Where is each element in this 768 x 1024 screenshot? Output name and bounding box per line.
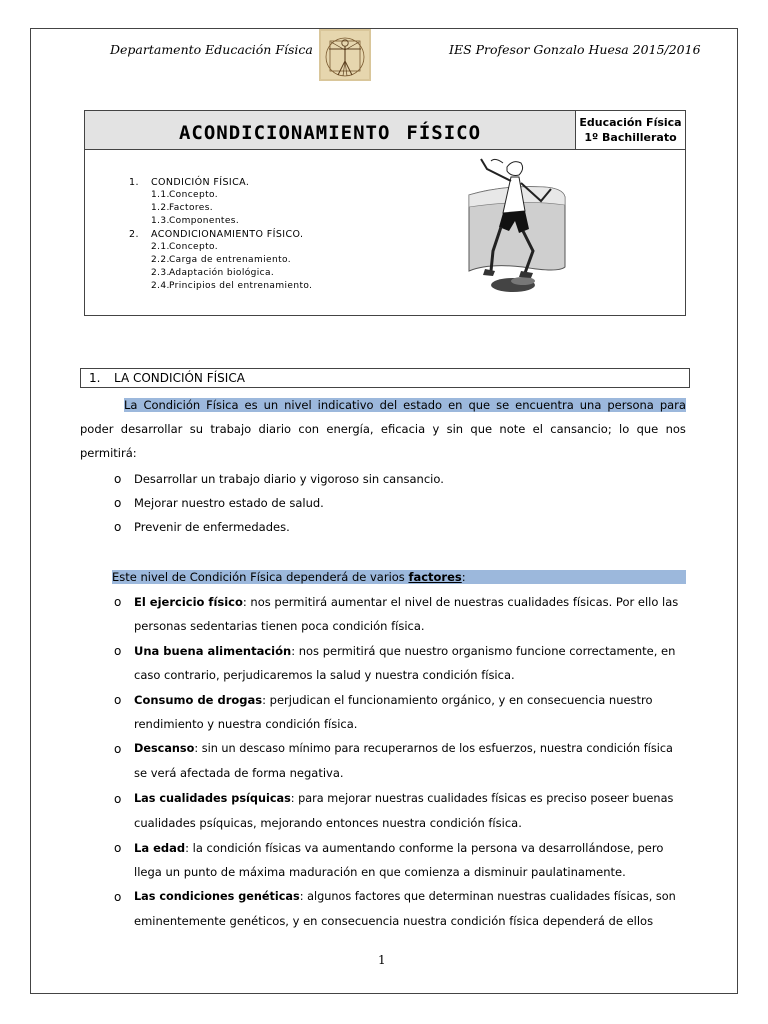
bullet-marker: o — [114, 595, 122, 609]
factor-text-continued: caso contrario, perjudicaremos la salud y nuestra condición física. — [134, 668, 515, 682]
factor-item — [134, 644, 682, 658]
bullet-marker: o — [114, 496, 122, 510]
factor-term: El ejercicio físico — [134, 595, 243, 609]
factor-text: : la condición físicas va aumentando conforme la persona va desarrollándose, pero — [185, 841, 664, 855]
factor-text: : sin un descaso mínimo para recuperarnos de los esfuerzos, nuestra condición física — [194, 742, 673, 755]
factor-text-continued: llega un punto de máxima maduración en que comienza a disminuir paulatinamente. — [134, 865, 626, 879]
section-title: LA CONDICIÓN FÍSICA — [114, 371, 245, 385]
word: persona — [607, 398, 654, 412]
factor-text: : algunos factores que determinan nuestras cualidades físicas, son — [299, 890, 676, 903]
word: lo — [619, 422, 630, 436]
benefit-item: Prevenir de enfermedades. — [134, 520, 290, 534]
word: note — [499, 422, 526, 436]
word: es — [244, 398, 258, 412]
factor-term: Las cualidades psíquicas — [134, 792, 291, 805]
word: indicativo — [317, 398, 374, 412]
document-title — [85, 111, 575, 149]
factor-text: : perjudican el funcionamiento orgánico, y en consecuencia nuestro — [262, 693, 653, 707]
intro-line-3: permitirá: — [80, 446, 137, 460]
word: Condición — [143, 398, 201, 412]
word: que — [636, 422, 659, 436]
word: cansancio; — [550, 422, 612, 436]
page-number: 1 — [378, 953, 386, 967]
word: La — [124, 398, 138, 412]
word: eficacia — [380, 422, 426, 436]
factor-item — [134, 693, 682, 707]
subject-line-2: 1º Bachillerato — [584, 131, 677, 144]
title-word-2: FÍSICO — [406, 122, 482, 144]
word: desarrollar — [120, 422, 183, 436]
bullet-marker: o — [114, 841, 122, 855]
word: en — [448, 398, 463, 412]
factor-text: : nos permitirá aumentar el nivel de nuestras cualidades físicas. Por ello las — [242, 595, 679, 609]
woman-exercising-illustration — [463, 155, 573, 300]
factor-item — [134, 742, 682, 755]
factor-item — [134, 841, 682, 855]
word: un — [263, 398, 279, 412]
bullet-marker: o — [114, 644, 122, 658]
word: y — [432, 422, 440, 436]
factor-term: Las condiciones genéticas — [134, 890, 300, 903]
intro-line-1 — [124, 398, 686, 412]
benefit-item: Mejorar nuestro estado de salud. — [134, 496, 324, 510]
section-number: 1. — [89, 371, 101, 385]
bullet-marker: o — [114, 890, 122, 904]
factor-text-continued: se verá afectada de forma negativa. — [134, 766, 344, 780]
factor-item — [134, 595, 682, 609]
word: trabajo — [210, 422, 252, 436]
title-word-1: ACONDICIONAMIENTO — [178, 122, 391, 144]
intro-line-2 — [80, 422, 686, 436]
word: poder — [80, 422, 114, 436]
word: que — [468, 398, 491, 412]
header-school: IES Profesor Gonzalo Huesa 2015/2016 — [449, 42, 701, 57]
word: energía, — [326, 422, 374, 436]
word: con — [298, 422, 320, 436]
factor-text: : nos permitirá que nuestro organismo funcione correctamente, en — [291, 644, 676, 658]
factor-text-continued: personas sedentarias tienen poca condición física. — [134, 619, 425, 633]
vitruvian-man-image — [319, 29, 371, 81]
factor-text-continued: cualidades psíquicas, mejorando entonces nuestra condición física. — [134, 816, 522, 830]
factor-text: : para mejorar nuestras cualidades físicas es preciso poseer buenas — [290, 792, 674, 805]
word: diario — [258, 422, 292, 436]
word: encuentra — [515, 398, 574, 412]
factor-term: Una buena alimentación — [134, 644, 292, 658]
word: una — [579, 398, 602, 412]
word: del — [379, 398, 398, 412]
factor-text-continued: eminentemente genéticos, y en consecuencia nuestra condición física dependerá de ellos — [134, 914, 654, 928]
factors-intro-text: Este nivel de Condición Física dependerá de varios — [112, 570, 409, 584]
factor-text-continued: rendimiento y nuestra condición física. — [134, 717, 358, 731]
section-heading — [80, 368, 690, 388]
bullet-marker: o — [114, 520, 122, 534]
factor-item — [134, 890, 682, 903]
benefit-item: Desarrollar un trabajo diario y vigoroso sin cansancio. — [134, 472, 444, 486]
factor-term: Descanso — [134, 742, 195, 755]
word: nivel — [284, 398, 312, 412]
word: nos — [665, 422, 686, 436]
bullet-marker: o — [114, 742, 122, 756]
word: sin — [446, 422, 464, 436]
bullet-marker: o — [114, 693, 122, 707]
bullet-marker: o — [114, 472, 122, 486]
title-band — [85, 111, 685, 150]
subject-line-1: Educación Física — [579, 116, 682, 129]
title-box: ACONDICIONAMIENTO FÍSICO Educación Física 1º Bachillerato 1. CONDICIÓN FÍSICA. 1.1. Concepto. 1.2. Factores. 1.3. Componentes. 2. ACONDICIONAMIENTO FÍSICO. 2.1. Concepto. 2.2. Carga de entrenamiento. 2.3. Adaptación biológica. 2.4. Principios del entrenamiento. — [84, 110, 686, 316]
factor-term: La edad — [134, 841, 186, 855]
word: se — [496, 398, 510, 412]
word: Física — [206, 398, 239, 412]
header-department: Departamento Educación Física — [110, 42, 313, 57]
word: el — [532, 422, 543, 436]
word: estado — [403, 398, 443, 412]
word: que — [470, 422, 493, 436]
factors-intro-colon: : — [461, 570, 466, 584]
factor-item — [134, 792, 682, 805]
word: su — [189, 422, 204, 436]
factor-term: Consumo de drogas — [134, 693, 263, 707]
bullet-marker: o — [114, 792, 122, 806]
factors-intro — [112, 570, 686, 584]
word: para — [659, 398, 686, 412]
subject-label — [575, 111, 685, 149]
factors-keyword: factores — [408, 570, 462, 584]
